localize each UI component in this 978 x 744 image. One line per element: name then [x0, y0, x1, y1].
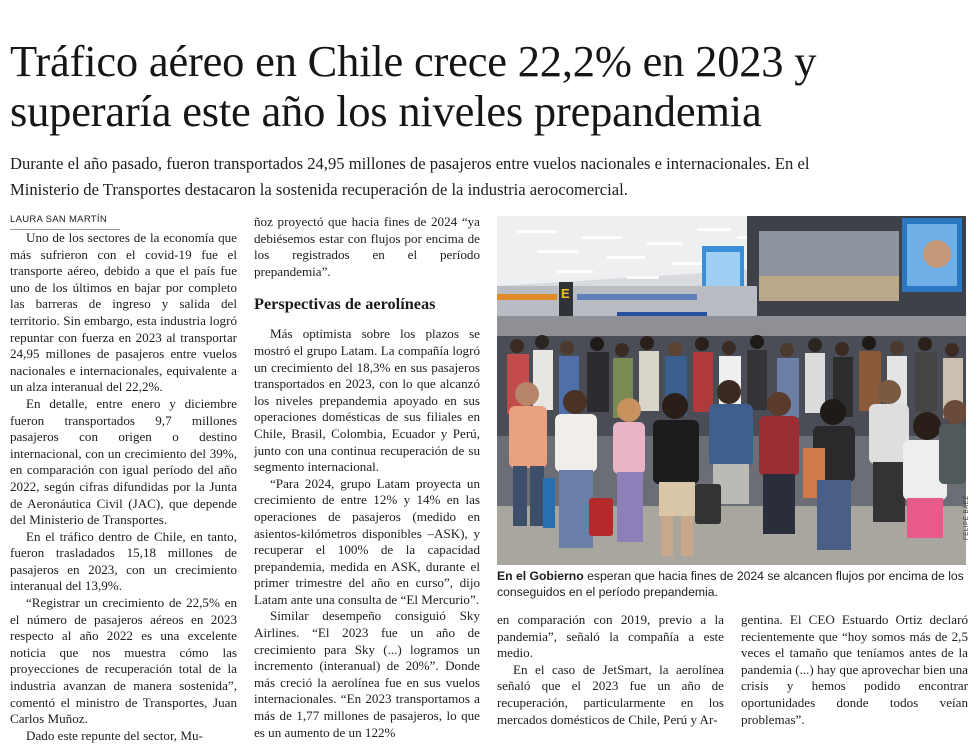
dek-line-2: Ministerio de Transportes destacaron la sostenida recuperación de la industria aerocomercial. — [10, 180, 628, 199]
paragraph: “Registrar un crecimiento de 22,5% en el número de pasajeros aéreos en 2023 respecto al año 2022 es una excelente noticia que nos muestra cómo las proyecciones de recuperación total de la industria avanzan de manera sostenida”, comentó el ministro de Transportes, Juan Carlos Muñoz. — [10, 595, 237, 727]
photo-credit: FELIPE BÁEZ — [964, 495, 970, 540]
article-column-3 — [497, 612, 724, 728]
paragraph: Dado este repunte del sector, Mu- — [26, 727, 203, 743]
article-column-2 — [254, 214, 480, 741]
dek-line-1: Durante el año pasado, fueron transportados 24,95 millones de pasajeros entre vuelos nacionales e internacionales. En el — [10, 154, 810, 173]
paragraph: En el caso de JetSmart, la aerolínea señaló que el 2023 fue un año de recuperación, particularmente en los mercados domésticos de Chile, Perú y Ar- — [497, 661, 724, 727]
paragraph: ñoz proyectó que hacia fines de 2024 “ya debiésemos estar con flujos por encima de los registrados en el período prepandemia”. — [254, 214, 480, 279]
paragraph: En el tráfico dentro de Chile, en tanto, fueron trasladados 15,18 millones de pasajeros en 2023, con un crecimiento interanual del 13,9%. — [10, 528, 237, 594]
byline: LAURA SAN MARTÍN — [10, 214, 120, 230]
article-column-4 — [741, 612, 968, 728]
paragraph: en comparación con 2019, previo a la pandemia”, señaló la compañía a este medio. — [497, 612, 724, 661]
caption-text: esperan que hacia fines de 2024 se alcancen flujos por encima de los conseguidos en el período prepandemia. — [497, 569, 964, 599]
paragraph: Uno de los sectores de la economía que más sufrieron con el covid-19 fue el transporte aéreo, debido a que el país fue uno de los últimos en bajar por completo las barreras de ingreso y salida del territorio. Sin embargo, esta industria logró repuntar con fuerza en 2023 al transportar 24,95 millones de pasajeros entre vuelos nacionales e internacionales, equivalente a un alza interanual del 22,2%. — [10, 230, 237, 395]
headline-line-1: Tráfico aéreo en Chile crece 22,2% en 2023 y — [10, 36, 817, 86]
photo-caption — [497, 568, 967, 600]
headline — [10, 36, 970, 136]
headline-line-2: superaría este año los niveles prepandemia — [10, 86, 762, 136]
airport-photo — [497, 216, 966, 565]
paragraph: En detalle, entre enero y diciembre fueron transportados 9,7 millones pasajeros con origen o destino internacional, con un crecimiento del 39%, en comparación con igual período del año 2022, según cifras difundidas por la Junta de Aeronáutica Civil (JAC), que depende del Ministerio de Transportes. — [10, 395, 237, 528]
paragraph: Similar desempeño consiguió Sky Airlines. “El 2023 fue un año de crecimiento para Sky (...) logramos un incremento (interanual) de 20%”. Donde más creció la aerolínea fue en sus vuelos internacionales. “En 2023 transportamos a más de 1,77 millones de pasajeros, lo que es un aumento de un 122% — [254, 608, 480, 740]
paragraph: “Para 2024, grupo Latam proyecta un crecimiento de entre 12% y 14% en las operaciones de pasajeros (medido en asientos-kilómetros disponibles –ASK), y recuperar el 100% de la capacidad prepandemia, medida en ASK, durante el primer trimestre del año en curso”, dijo Latam ante una consulta de “El Mercurio”. — [254, 475, 480, 607]
subheading: Perspectivas de aerolíneas — [254, 294, 436, 314]
gate-sign-letter: E — [561, 286, 570, 301]
paragraph: Más optimista sobre los plazos se mostró el grupo Latam. La compañía logró un crecimiento del 18,3% en sus pasajeros transportados en 2023, con lo que alcanzó los niveles prepandemia apoyado en sus operaciones domésticas de sus filiales en Chile, Brasil, Colombia, Ecuador y Perú, junto con una continua recuperación de su segmento internacional. — [254, 326, 480, 475]
airport-terminal-illustration — [497, 216, 966, 565]
dek — [10, 151, 970, 203]
paragraph: gentina. El CEO Estuardo Ortiz declaró recientemente que “hoy somos más de 2,5 veces el tamaño que teníamos antes de la pandemia (...) hay que aprovechar bien una crisis y hemos podido encontrar oportunidades donde todos veían problemas”. — [741, 612, 968, 727]
article-column-1 — [10, 214, 237, 744]
caption-lead: En el Gobierno — [497, 569, 584, 583]
